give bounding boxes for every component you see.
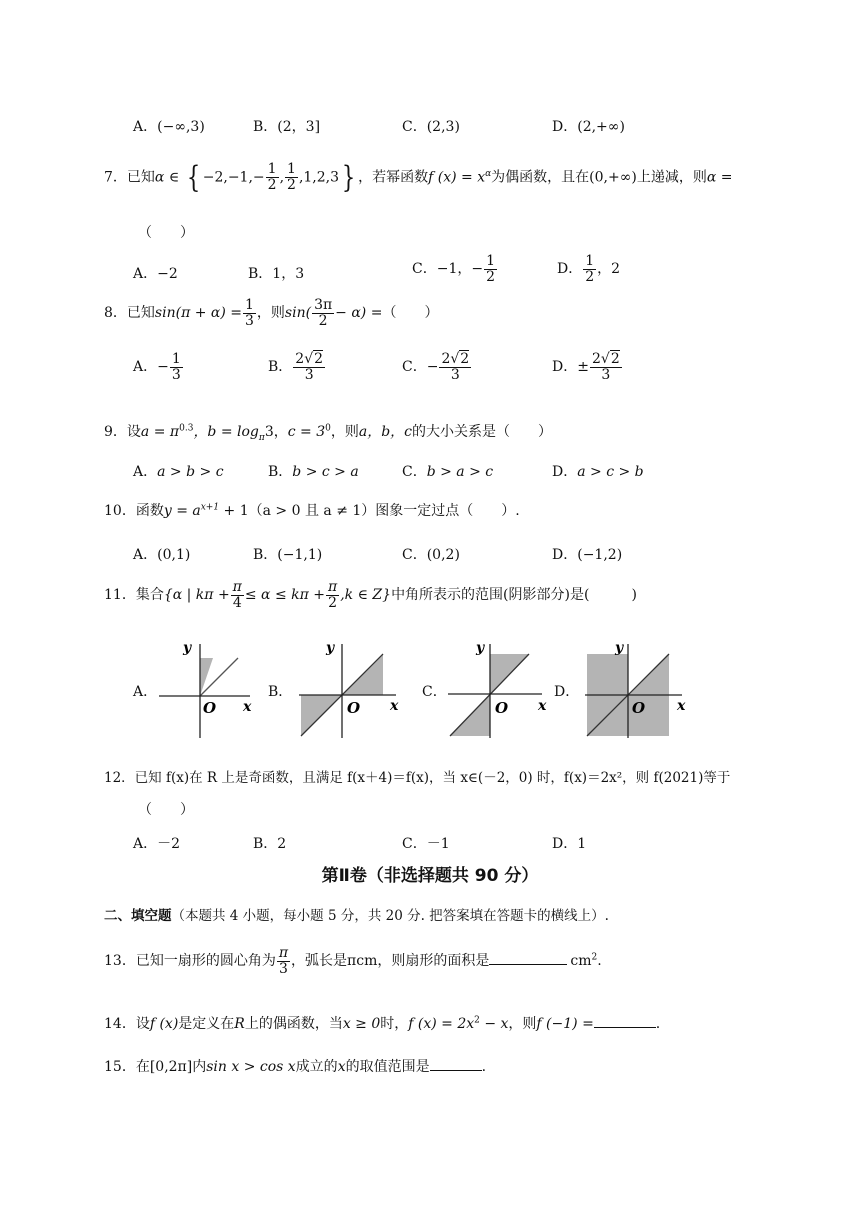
definition-a: a = π	[140, 424, 180, 440]
set-symbol: α ∈	[154, 169, 184, 186]
sign: −	[157, 359, 169, 376]
set-expression: ,k ∈ Z}	[340, 587, 392, 604]
numerator: 2√2	[591, 351, 620, 367]
option-label: B．	[268, 464, 293, 480]
sign: ±	[577, 359, 589, 376]
option-value: ，2	[597, 261, 621, 278]
unit-exponent: 2	[591, 952, 598, 963]
condition: x ≥ 0	[342, 1016, 381, 1032]
fraction	[312, 298, 334, 328]
origin-label: O	[203, 699, 217, 717]
option-value: (−1,1)	[277, 547, 323, 563]
radicand: 2	[610, 351, 620, 367]
text: 上递减，则	[636, 169, 707, 186]
option-label: C．	[402, 359, 427, 376]
option-label: D．	[552, 836, 578, 852]
denominator: 2	[328, 594, 338, 611]
comma: ,	[279, 169, 285, 186]
numerator: π	[328, 579, 338, 595]
question-number: 7．已知	[104, 169, 155, 186]
denominator: 3	[171, 366, 181, 383]
section-title: 第Ⅱ卷（非选择题共 90 分）	[321, 866, 539, 886]
text: ，若幂函数	[358, 169, 429, 186]
variable: α =	[706, 169, 733, 186]
power-function: f (x) = x	[428, 169, 486, 186]
option-label: A．	[133, 464, 158, 480]
query: f (−1) =	[536, 1016, 594, 1032]
fraction	[231, 580, 244, 610]
option-label: D．	[557, 261, 583, 278]
numerator: 1	[171, 351, 181, 367]
text: 14．设	[104, 1016, 150, 1032]
coefficient: 2	[295, 351, 305, 367]
option-value: －2	[157, 836, 181, 852]
q9-option-c	[402, 461, 493, 481]
fraction	[583, 254, 596, 284]
q11-figure-a	[155, 636, 261, 740]
question-number: 8．已知	[104, 305, 155, 322]
exponent: α	[485, 168, 492, 179]
numerator: 3π	[314, 297, 333, 313]
y-axis-label: y	[183, 640, 192, 656]
arc-length: πcm	[347, 953, 378, 970]
coefficient: 2	[591, 351, 601, 367]
radicand: 2	[314, 351, 324, 367]
q6-option-a	[133, 116, 205, 136]
equation: sin(π + α) =	[154, 305, 242, 322]
fraction	[285, 162, 298, 192]
q8-option-c	[402, 352, 472, 382]
function-def: f (x) = 2x	[408, 1016, 475, 1032]
variable: x	[337, 1059, 346, 1075]
option-label: B．	[248, 266, 273, 282]
q11-option-c-label: C．	[422, 684, 447, 700]
period: .	[481, 1059, 487, 1075]
log-base: π	[258, 432, 265, 443]
left-brace: {	[186, 160, 200, 195]
option-label: B．	[253, 836, 278, 852]
q8-option-b	[268, 352, 326, 382]
numerator: π	[232, 579, 242, 595]
unit: cm	[570, 953, 592, 970]
denominator: 2	[486, 268, 496, 285]
numerator: 1	[245, 297, 254, 313]
option-label: B．	[268, 359, 293, 376]
set-expression: {α | kπ +	[163, 587, 230, 604]
answer-blank	[430, 1070, 482, 1071]
exponent: 2	[474, 1015, 480, 1026]
set-expression: ≤ α ≤ kπ +	[244, 587, 326, 604]
text: ，弧长是	[291, 953, 348, 970]
option-value: 1	[577, 836, 587, 852]
exponent: 0.3	[179, 423, 194, 434]
condition: （a > 0 且 a ≠ 1）图象一定过点（ ）.	[248, 503, 520, 519]
q13-stem	[104, 946, 602, 976]
option-value: b > a > c	[426, 464, 494, 480]
denominator: 3	[304, 366, 314, 383]
q9-option-a	[133, 461, 224, 481]
text: 15．在	[104, 1059, 150, 1075]
fraction	[277, 946, 290, 976]
option-value: −2	[157, 266, 178, 282]
fraction	[484, 254, 497, 284]
set-elements: −2,−1,−	[202, 169, 265, 186]
text: 的大小关系是（ ）	[412, 424, 553, 440]
q15-stem	[104, 1056, 486, 1076]
q12-option-c	[402, 833, 450, 853]
numerator: 1	[267, 161, 277, 178]
fraction	[243, 298, 256, 328]
q6-option-c	[402, 116, 460, 136]
option-label: A．	[133, 266, 158, 282]
option-value: −1，−	[436, 261, 484, 278]
answer-paren: （ ）	[138, 802, 194, 818]
denominator: 3	[450, 366, 460, 383]
variables: a，b，c	[358, 424, 413, 440]
denominator: 4	[232, 594, 242, 611]
fraction	[293, 352, 325, 382]
text: 内	[192, 1059, 207, 1075]
denominator: 3	[278, 960, 288, 977]
x-axis-label: x	[538, 698, 547, 714]
denominator: 2	[585, 268, 595, 285]
denominator: 3	[601, 366, 611, 383]
q14-stem	[104, 1013, 660, 1033]
domain: R	[234, 1016, 245, 1032]
option-label: A．	[133, 836, 158, 852]
option-label: D．	[552, 119, 578, 135]
period: .	[597, 953, 602, 970]
q7-option-d	[557, 254, 620, 284]
text: ，则	[330, 424, 359, 440]
numerator: π	[278, 945, 289, 961]
fraction	[170, 352, 183, 382]
period: .	[655, 1016, 661, 1032]
option-label: A．	[133, 119, 158, 135]
text: 中角所表示的范围(阴影部分)是( )	[391, 587, 637, 604]
option-value: b > c > a	[292, 464, 359, 480]
q11-figure-d	[584, 636, 694, 740]
q9-stem	[104, 421, 552, 443]
question-number: 9．设	[104, 424, 141, 440]
q12-option-a	[133, 833, 180, 853]
q10-option-c	[402, 544, 460, 564]
text: 成立的	[295, 1059, 338, 1075]
y-axis-label: y	[476, 640, 485, 656]
text: 的取值范围是	[345, 1059, 430, 1075]
q11-figure-b	[296, 636, 406, 740]
fraction	[326, 580, 339, 610]
y-axis-label: y	[615, 640, 624, 656]
answer-paren: （ ）	[382, 305, 439, 322]
right-brace: }	[341, 160, 356, 195]
option-value: 1，3	[272, 266, 305, 282]
option-value: a > c > b	[577, 464, 644, 480]
denominator: 2	[318, 312, 328, 329]
sign: −	[426, 359, 439, 376]
text: 上的偶函数，当	[244, 1016, 343, 1032]
origin-label: O	[495, 699, 509, 717]
option-label: D．	[552, 464, 578, 480]
q9-option-b	[268, 461, 359, 481]
q11-option-b-label: B．	[268, 684, 293, 700]
option-label: A．	[133, 547, 158, 563]
option-label: B．	[253, 547, 278, 563]
option-label: D．	[552, 359, 578, 376]
inequality: sin x > cos x	[206, 1059, 296, 1075]
option-value: a > b > c	[157, 464, 224, 480]
option-label: C．	[402, 836, 427, 852]
function-tail: + 1	[219, 503, 249, 519]
q7-option-a	[133, 263, 178, 283]
q8-option-a	[133, 352, 184, 382]
option-value: (−1,2)	[577, 547, 623, 563]
option-value: －1	[426, 836, 450, 852]
option-value: (2,+∞)	[577, 119, 625, 135]
text: 13．已知一扇形的圆心角为	[104, 953, 276, 970]
option-value: (2,3)	[426, 119, 460, 135]
exponent: x+1	[200, 502, 220, 513]
x-axis-label: x	[243, 699, 252, 715]
q10-stem	[104, 500, 520, 520]
q7-option-c	[412, 254, 498, 284]
option-value: (2，3]	[277, 119, 321, 135]
q8-stem	[104, 298, 438, 328]
heading-description: （本题共 4 小题，每小题 5 分，共 20 分. 把答案填在答题卡的横线上）.	[171, 908, 609, 924]
q10-option-b	[253, 544, 322, 564]
text: 是定义在	[178, 1016, 235, 1032]
answer-paren: （ ）	[138, 225, 194, 241]
expression: sin(	[284, 305, 312, 322]
numerator: 2√2	[295, 351, 324, 367]
q12-option-b	[253, 833, 286, 853]
radicand: 2	[460, 351, 470, 367]
option-label: C．	[402, 119, 427, 135]
x-axis-label: x	[390, 698, 399, 714]
option-label: C．	[412, 261, 437, 278]
numerator: 1	[486, 253, 496, 269]
function: y = a	[163, 503, 201, 519]
option-value: 2	[277, 836, 287, 852]
origin-label: O	[347, 699, 361, 717]
answer-blank	[489, 964, 567, 965]
q10-option-a	[133, 544, 190, 564]
set-elements: ,1,2,3	[298, 169, 340, 186]
q9-option-d	[552, 461, 644, 481]
definition-c: c = 3	[287, 424, 326, 440]
exponent: 0	[325, 423, 331, 434]
q10-option-d	[552, 544, 622, 564]
q11-stem	[104, 580, 637, 610]
q7-stem	[104, 160, 733, 195]
text: 时，	[380, 1016, 409, 1032]
definition-b: ，b = log	[193, 424, 259, 440]
option-value: (−∞,3)	[157, 119, 205, 135]
text: ，则	[508, 1016, 537, 1032]
option-label: C．	[402, 547, 427, 563]
numerator: 1	[287, 161, 296, 178]
origin-label: O	[632, 699, 646, 717]
function-tail: − x	[479, 1016, 509, 1032]
denominator: 2	[267, 177, 277, 193]
q8-option-d	[552, 352, 623, 382]
option-label: C．	[402, 464, 427, 480]
interval: [0,2π]	[149, 1059, 193, 1075]
option-value: (0,2)	[426, 547, 460, 563]
function: f (x)	[149, 1016, 179, 1032]
interval: (0,+∞)	[589, 169, 637, 186]
question-number: 11．集合	[104, 587, 164, 604]
fraction	[439, 352, 471, 382]
coefficient: 2	[441, 351, 451, 367]
numerator: 1	[585, 253, 595, 269]
fraction	[590, 352, 622, 382]
fraction	[266, 162, 279, 192]
q6-option-b	[253, 116, 320, 136]
text: 为偶函数，且在	[491, 169, 590, 186]
q11-figure-c	[448, 636, 554, 740]
denominator: 2	[287, 177, 296, 193]
expression: − α) =	[335, 305, 383, 322]
q12-stem: 12．已知 f(x)在 R 上是奇函数，且满足 f(x＋4)＝f(x)，当 x∈(－2，0) 时，f(x)＝2x²，则 f(2021)等于	[104, 770, 731, 786]
q12-option-d	[552, 833, 586, 853]
q11-option-d-label: D．	[554, 684, 580, 700]
log-arg: 3，	[264, 424, 288, 440]
q11-option-a-label: A．	[133, 684, 158, 700]
y-axis-label: y	[326, 640, 335, 656]
option-value: (0,1)	[157, 547, 191, 563]
text: ，则扇形的面积是	[377, 953, 490, 970]
option-label: A．	[133, 359, 158, 376]
text: ，则	[256, 305, 285, 322]
section-heading	[104, 904, 609, 924]
option-label: D．	[552, 547, 578, 563]
denominator: 3	[245, 312, 254, 329]
shaded-region-left	[587, 654, 628, 695]
q7-option-b	[248, 263, 304, 283]
answer-blank	[594, 1027, 656, 1028]
numerator: 2√2	[441, 351, 470, 367]
q6-option-d	[552, 116, 625, 136]
heading-label: 二、填空题	[104, 908, 172, 924]
option-label: B．	[253, 119, 278, 135]
question-number: 10．函数	[104, 503, 164, 519]
x-axis-label: x	[677, 698, 686, 714]
